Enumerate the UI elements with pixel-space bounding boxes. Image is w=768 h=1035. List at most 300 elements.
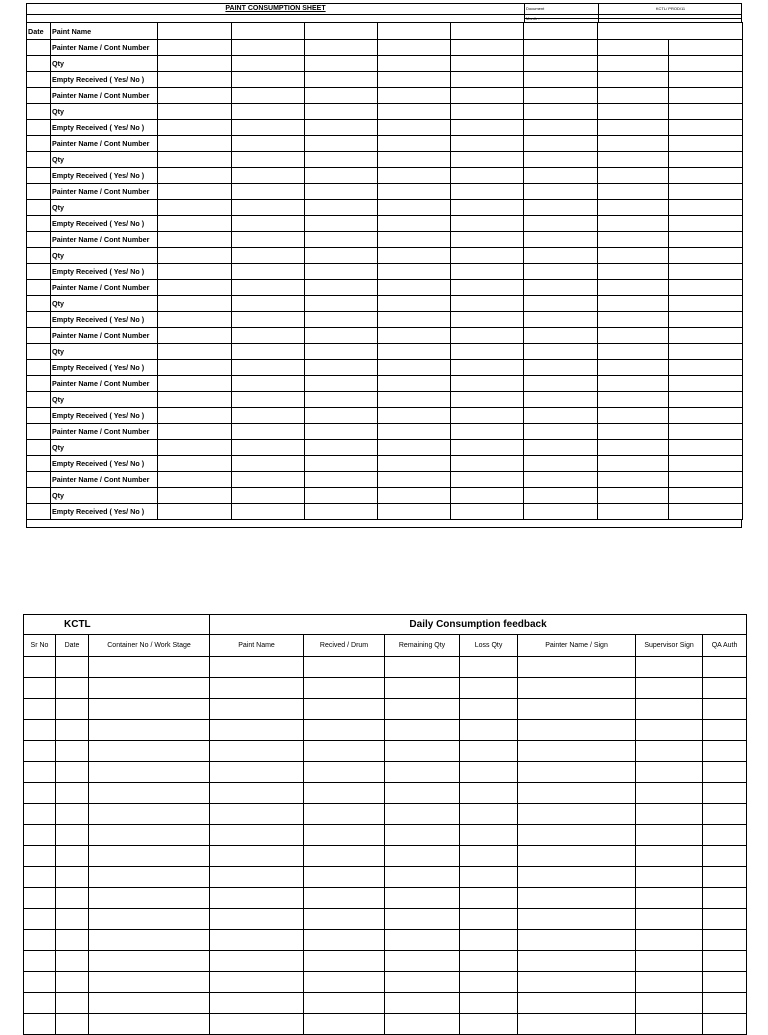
grid-cell[interactable]: [158, 312, 232, 328]
grid-cell[interactable]: [598, 440, 669, 456]
grid-cell[interactable]: [304, 909, 385, 930]
grid-cell[interactable]: [703, 972, 747, 993]
grid-cell[interactable]: [56, 720, 89, 741]
date-cell[interactable]: [27, 312, 51, 328]
grid-cell[interactable]: [385, 720, 460, 741]
grid-cell[interactable]: [598, 23, 743, 40]
grid-cell[interactable]: [305, 488, 378, 504]
grid-cell[interactable]: [703, 1014, 747, 1035]
grid-cell[interactable]: [56, 867, 89, 888]
grid-cell[interactable]: [89, 720, 210, 741]
grid-cell[interactable]: [378, 168, 451, 184]
grid-cell[interactable]: [385, 888, 460, 909]
grid-cell[interactable]: [669, 296, 743, 312]
grid-cell[interactable]: [89, 1014, 210, 1035]
grid-cell[interactable]: [460, 909, 518, 930]
grid-cell[interactable]: [378, 120, 451, 136]
grid-cell[interactable]: [305, 56, 378, 72]
grid-cell[interactable]: [304, 867, 385, 888]
grid-cell[interactable]: [232, 280, 305, 296]
grid-cell[interactable]: [669, 328, 743, 344]
grid-cell[interactable]: [451, 120, 524, 136]
grid-cell[interactable]: [636, 888, 703, 909]
grid-cell[interactable]: [158, 168, 232, 184]
grid-cell[interactable]: [305, 424, 378, 440]
grid-cell[interactable]: [518, 1014, 636, 1035]
grid-cell[interactable]: [378, 504, 451, 520]
grid-cell[interactable]: [524, 472, 598, 488]
date-cell[interactable]: [27, 504, 51, 520]
grid-cell[interactable]: [524, 72, 598, 88]
grid-cell[interactable]: [385, 972, 460, 993]
grid-cell[interactable]: [524, 504, 598, 520]
grid-cell[interactable]: [56, 909, 89, 930]
grid-cell[interactable]: [210, 804, 304, 825]
grid-cell[interactable]: [210, 678, 304, 699]
grid-cell[interactable]: [232, 248, 305, 264]
grid-cell[interactable]: [598, 296, 669, 312]
grid-cell[interactable]: [669, 72, 743, 88]
grid-cell[interactable]: [451, 328, 524, 344]
grid-cell[interactable]: [669, 56, 743, 72]
grid-cell[interactable]: [158, 23, 232, 40]
date-cell[interactable]: [27, 424, 51, 440]
grid-cell[interactable]: [598, 72, 669, 88]
grid-cell[interactable]: [703, 930, 747, 951]
grid-cell[interactable]: [158, 440, 232, 456]
grid-cell[interactable]: [378, 328, 451, 344]
grid-cell[interactable]: [669, 456, 743, 472]
grid-cell[interactable]: [451, 88, 524, 104]
grid-cell[interactable]: [24, 699, 56, 720]
grid-cell[interactable]: [305, 344, 378, 360]
grid-cell[interactable]: [304, 993, 385, 1014]
grid-cell[interactable]: [636, 993, 703, 1014]
grid-cell[interactable]: [304, 1014, 385, 1035]
grid-cell[interactable]: [304, 741, 385, 762]
grid-cell[interactable]: [232, 392, 305, 408]
grid-cell[interactable]: [158, 360, 232, 376]
date-cell[interactable]: [27, 344, 51, 360]
grid-cell[interactable]: [24, 1014, 56, 1035]
grid-cell[interactable]: [598, 392, 669, 408]
date-cell[interactable]: [27, 248, 51, 264]
date-cell[interactable]: [27, 296, 51, 312]
grid-cell[interactable]: [598, 152, 669, 168]
grid-cell[interactable]: [598, 360, 669, 376]
grid-cell[interactable]: [451, 440, 524, 456]
grid-cell[interactable]: [451, 104, 524, 120]
grid-cell[interactable]: [524, 136, 598, 152]
grid-cell[interactable]: [24, 951, 56, 972]
grid-cell[interactable]: [210, 699, 304, 720]
grid-cell[interactable]: [89, 951, 210, 972]
grid-cell[interactable]: [232, 56, 305, 72]
grid-cell[interactable]: [524, 104, 598, 120]
grid-cell[interactable]: [232, 504, 305, 520]
grid-cell[interactable]: [210, 909, 304, 930]
grid-cell[interactable]: [305, 120, 378, 136]
grid-cell[interactable]: [636, 909, 703, 930]
grid-cell[interactable]: [669, 88, 743, 104]
grid-cell[interactable]: [524, 408, 598, 424]
grid-cell[interactable]: [385, 867, 460, 888]
grid-cell[interactable]: [378, 408, 451, 424]
grid-cell[interactable]: [210, 846, 304, 867]
grid-cell[interactable]: [210, 867, 304, 888]
grid-cell[interactable]: [210, 741, 304, 762]
grid-cell[interactable]: [158, 408, 232, 424]
grid-cell[interactable]: [232, 168, 305, 184]
grid-cell[interactable]: [451, 168, 524, 184]
grid-cell[interactable]: [232, 216, 305, 232]
grid-cell[interactable]: [451, 40, 524, 56]
grid-cell[interactable]: [518, 657, 636, 678]
date-cell[interactable]: [27, 104, 51, 120]
grid-cell[interactable]: [451, 312, 524, 328]
grid-cell[interactable]: [56, 657, 89, 678]
grid-cell[interactable]: [210, 720, 304, 741]
date-cell[interactable]: [27, 184, 51, 200]
grid-cell[interactable]: [378, 200, 451, 216]
grid-cell[interactable]: [598, 216, 669, 232]
grid-cell[interactable]: [158, 296, 232, 312]
grid-cell[interactable]: [378, 392, 451, 408]
grid-cell[interactable]: [703, 867, 747, 888]
grid-cell[interactable]: [524, 312, 598, 328]
grid-cell[interactable]: [89, 825, 210, 846]
grid-cell[interactable]: [703, 825, 747, 846]
grid-cell[interactable]: [56, 951, 89, 972]
grid-cell[interactable]: [451, 184, 524, 200]
grid-cell[interactable]: [524, 88, 598, 104]
grid-cell[interactable]: [669, 472, 743, 488]
grid-cell[interactable]: [378, 472, 451, 488]
grid-cell[interactable]: [89, 867, 210, 888]
grid-cell[interactable]: [524, 280, 598, 296]
grid-cell[interactable]: [232, 408, 305, 424]
grid-cell[interactable]: [669, 504, 743, 520]
grid-cell[interactable]: [56, 678, 89, 699]
grid-cell[interactable]: [460, 720, 518, 741]
grid-cell[interactable]: [378, 88, 451, 104]
grid-cell[interactable]: [451, 488, 524, 504]
grid-cell[interactable]: [305, 408, 378, 424]
grid-cell[interactable]: [304, 888, 385, 909]
grid-cell[interactable]: [451, 296, 524, 312]
grid-cell[interactable]: [703, 657, 747, 678]
grid-cell[interactable]: [636, 951, 703, 972]
grid-cell[interactable]: [210, 951, 304, 972]
grid-cell[interactable]: [24, 783, 56, 804]
grid-cell[interactable]: [598, 248, 669, 264]
grid-cell[interactable]: [378, 216, 451, 232]
date-cell[interactable]: [27, 264, 51, 280]
grid-cell[interactable]: [24, 678, 56, 699]
grid-cell[interactable]: [56, 846, 89, 867]
grid-cell[interactable]: [378, 360, 451, 376]
grid-cell[interactable]: [669, 360, 743, 376]
grid-cell[interactable]: [232, 120, 305, 136]
grid-cell[interactable]: [598, 40, 669, 56]
grid-cell[interactable]: [56, 930, 89, 951]
grid-cell[interactable]: [305, 328, 378, 344]
grid-cell[interactable]: [305, 200, 378, 216]
grid-cell[interactable]: [598, 280, 669, 296]
grid-cell[interactable]: [24, 867, 56, 888]
grid-cell[interactable]: [451, 360, 524, 376]
grid-cell[interactable]: [460, 825, 518, 846]
grid-cell[interactable]: [598, 184, 669, 200]
grid-cell[interactable]: [232, 23, 305, 40]
grid-cell[interactable]: [232, 136, 305, 152]
grid-cell[interactable]: [524, 216, 598, 232]
grid-cell[interactable]: [210, 1014, 304, 1035]
grid-cell[interactable]: [210, 888, 304, 909]
grid-cell[interactable]: [518, 909, 636, 930]
grid-cell[interactable]: [518, 930, 636, 951]
grid-cell[interactable]: [451, 56, 524, 72]
grid-cell[interactable]: [598, 376, 669, 392]
grid-cell[interactable]: [385, 1014, 460, 1035]
grid-cell[interactable]: [24, 909, 56, 930]
grid-cell[interactable]: [24, 825, 56, 846]
grid-cell[interactable]: [232, 40, 305, 56]
grid-cell[interactable]: [378, 40, 451, 56]
grid-cell[interactable]: [703, 699, 747, 720]
grid-cell[interactable]: [524, 56, 598, 72]
grid-cell[interactable]: [89, 846, 210, 867]
grid-cell[interactable]: [24, 762, 56, 783]
grid-cell[interactable]: [89, 657, 210, 678]
grid-cell[interactable]: [703, 741, 747, 762]
grid-cell[interactable]: [598, 424, 669, 440]
grid-cell[interactable]: [460, 741, 518, 762]
date-cell[interactable]: [27, 408, 51, 424]
grid-cell[interactable]: [385, 804, 460, 825]
grid-cell[interactable]: [158, 184, 232, 200]
grid-cell[interactable]: [636, 699, 703, 720]
grid-cell[interactable]: [636, 804, 703, 825]
grid-cell[interactable]: [636, 762, 703, 783]
grid-cell[interactable]: [232, 440, 305, 456]
grid-cell[interactable]: [158, 264, 232, 280]
grid-cell[interactable]: [232, 472, 305, 488]
grid-cell[interactable]: [378, 424, 451, 440]
grid-cell[interactable]: [518, 741, 636, 762]
grid-cell[interactable]: [158, 472, 232, 488]
grid-cell[interactable]: [524, 23, 598, 40]
grid-cell[interactable]: [305, 40, 378, 56]
grid-cell[interactable]: [305, 392, 378, 408]
grid-cell[interactable]: [598, 168, 669, 184]
date-cell[interactable]: [27, 376, 51, 392]
grid-cell[interactable]: [378, 136, 451, 152]
grid-cell[interactable]: [518, 972, 636, 993]
date-cell[interactable]: [27, 40, 51, 56]
grid-cell[interactable]: [669, 376, 743, 392]
grid-cell[interactable]: [636, 783, 703, 804]
grid-cell[interactable]: [669, 264, 743, 280]
grid-cell[interactable]: [158, 56, 232, 72]
grid-cell[interactable]: [158, 72, 232, 88]
grid-cell[interactable]: [56, 762, 89, 783]
grid-cell[interactable]: [378, 264, 451, 280]
grid-cell[interactable]: [304, 972, 385, 993]
grid-cell[interactable]: [232, 456, 305, 472]
grid-cell[interactable]: [703, 909, 747, 930]
grid-cell[interactable]: [636, 846, 703, 867]
grid-cell[interactable]: [669, 216, 743, 232]
grid-cell[interactable]: [460, 951, 518, 972]
grid-cell[interactable]: [518, 867, 636, 888]
grid-cell[interactable]: [524, 456, 598, 472]
grid-cell[interactable]: [24, 804, 56, 825]
date-cell[interactable]: [27, 472, 51, 488]
grid-cell[interactable]: [305, 504, 378, 520]
grid-cell[interactable]: [232, 312, 305, 328]
grid-cell[interactable]: [669, 248, 743, 264]
grid-cell[interactable]: [210, 825, 304, 846]
grid-cell[interactable]: [232, 264, 305, 280]
grid-cell[interactable]: [524, 376, 598, 392]
grid-cell[interactable]: [598, 88, 669, 104]
grid-cell[interactable]: [598, 344, 669, 360]
date-cell[interactable]: [27, 328, 51, 344]
grid-cell[interactable]: [232, 296, 305, 312]
grid-cell[interactable]: [378, 280, 451, 296]
grid-cell[interactable]: [524, 152, 598, 168]
date-cell[interactable]: [27, 168, 51, 184]
grid-cell[interactable]: [385, 930, 460, 951]
grid-cell[interactable]: [524, 120, 598, 136]
grid-cell[interactable]: [703, 804, 747, 825]
grid-cell[interactable]: [305, 88, 378, 104]
grid-cell[interactable]: [305, 152, 378, 168]
grid-cell[interactable]: [304, 720, 385, 741]
grid-cell[interactable]: [158, 232, 232, 248]
grid-cell[interactable]: [378, 104, 451, 120]
grid-cell[interactable]: [636, 657, 703, 678]
grid-cell[interactable]: [89, 972, 210, 993]
grid-cell[interactable]: [24, 993, 56, 1014]
grid-cell[interactable]: [158, 456, 232, 472]
grid-cell[interactable]: [305, 360, 378, 376]
grid-cell[interactable]: [669, 200, 743, 216]
grid-cell[interactable]: [56, 1014, 89, 1035]
grid-cell[interactable]: [451, 136, 524, 152]
grid-cell[interactable]: [89, 699, 210, 720]
grid-cell[interactable]: [451, 200, 524, 216]
grid-cell[interactable]: [385, 825, 460, 846]
date-cell[interactable]: [27, 200, 51, 216]
grid-cell[interactable]: [232, 152, 305, 168]
grid-cell[interactable]: [304, 930, 385, 951]
grid-cell[interactable]: [524, 440, 598, 456]
grid-cell[interactable]: [304, 699, 385, 720]
grid-cell[interactable]: [524, 392, 598, 408]
grid-cell[interactable]: [305, 312, 378, 328]
grid-cell[interactable]: [232, 104, 305, 120]
grid-cell[interactable]: [24, 720, 56, 741]
grid-cell[interactable]: [703, 783, 747, 804]
grid-cell[interactable]: [669, 280, 743, 296]
grid-cell[interactable]: [158, 328, 232, 344]
date-cell[interactable]: [27, 88, 51, 104]
date-cell[interactable]: [27, 488, 51, 504]
date-cell[interactable]: [27, 216, 51, 232]
grid-cell[interactable]: [56, 972, 89, 993]
grid-cell[interactable]: [378, 376, 451, 392]
grid-cell[interactable]: [451, 504, 524, 520]
grid-cell[interactable]: [232, 232, 305, 248]
grid-cell[interactable]: [598, 328, 669, 344]
grid-cell[interactable]: [232, 360, 305, 376]
grid-cell[interactable]: [451, 344, 524, 360]
grid-cell[interactable]: [56, 699, 89, 720]
grid-cell[interactable]: [158, 40, 232, 56]
grid-cell[interactable]: [669, 408, 743, 424]
grid-cell[interactable]: [598, 136, 669, 152]
grid-cell[interactable]: [451, 392, 524, 408]
grid-cell[interactable]: [460, 699, 518, 720]
grid-cell[interactable]: [524, 488, 598, 504]
grid-cell[interactable]: [451, 456, 524, 472]
grid-cell[interactable]: [518, 846, 636, 867]
grid-cell[interactable]: [158, 104, 232, 120]
grid-cell[interactable]: [305, 184, 378, 200]
grid-cell[interactable]: [158, 392, 232, 408]
grid-cell[interactable]: [451, 376, 524, 392]
grid-cell[interactable]: [703, 846, 747, 867]
grid-cell[interactable]: [451, 72, 524, 88]
grid-cell[interactable]: [305, 456, 378, 472]
grid-cell[interactable]: [158, 488, 232, 504]
date-cell[interactable]: [27, 280, 51, 296]
grid-cell[interactable]: [56, 783, 89, 804]
grid-cell[interactable]: [210, 930, 304, 951]
grid-cell[interactable]: [636, 867, 703, 888]
grid-cell[interactable]: [232, 88, 305, 104]
grid-cell[interactable]: [24, 930, 56, 951]
grid-cell[interactable]: [451, 424, 524, 440]
grid-cell[interactable]: [385, 657, 460, 678]
grid-cell[interactable]: [385, 909, 460, 930]
date-cell[interactable]: [27, 152, 51, 168]
grid-cell[interactable]: [703, 678, 747, 699]
grid-cell[interactable]: [460, 1014, 518, 1035]
grid-cell[interactable]: [451, 408, 524, 424]
grid-cell[interactable]: [89, 762, 210, 783]
grid-cell[interactable]: [669, 104, 743, 120]
grid-cell[interactable]: [460, 678, 518, 699]
grid-cell[interactable]: [232, 328, 305, 344]
grid-cell[interactable]: [524, 424, 598, 440]
grid-cell[interactable]: [669, 40, 743, 56]
grid-cell[interactable]: [158, 152, 232, 168]
date-cell[interactable]: [27, 456, 51, 472]
grid-cell[interactable]: [56, 741, 89, 762]
grid-cell[interactable]: [305, 216, 378, 232]
grid-cell[interactable]: [89, 741, 210, 762]
grid-cell[interactable]: [56, 825, 89, 846]
grid-cell[interactable]: [89, 783, 210, 804]
grid-cell[interactable]: [703, 888, 747, 909]
grid-cell[interactable]: [305, 440, 378, 456]
grid-cell[interactable]: [385, 846, 460, 867]
grid-cell[interactable]: [518, 993, 636, 1014]
grid-cell[interactable]: [89, 804, 210, 825]
